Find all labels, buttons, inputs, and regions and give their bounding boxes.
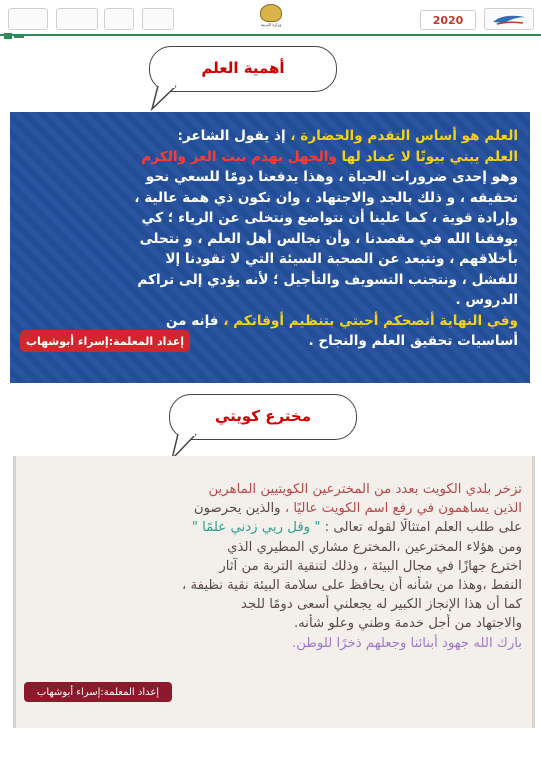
text-line: [24, 595, 522, 614]
crest-emblem-icon: [260, 4, 282, 22]
logo-left-2: [56, 8, 98, 30]
kuwait-crest-logo: [246, 4, 296, 38]
text-line: [24, 208, 518, 229]
text-line: [24, 480, 522, 499]
author-label: إعداد المعلمة:إسراء أبوشهاب: [24, 682, 172, 702]
text-line: [24, 634, 522, 653]
text-segment: تزخر بلدي الكويت بعدد من المخترعين الكويتيين الماهرين: [208, 482, 522, 497]
bubble-tail-icon: [150, 85, 184, 111]
text-segment: تحقيقه ، و ذلك بالجد والاجتهاد ، وان نكون ذي همة عالية ،: [134, 189, 518, 206]
text-segment: والجهل يهدم بيت العز والكرم: [141, 148, 337, 165]
text-line: [24, 147, 518, 168]
year-badge: 2020: [420, 10, 476, 30]
text-segment: النفط ،وهذا من شأنه أن يحافظ على سلامة البيئة نقية نظيفة ،: [181, 578, 522, 594]
text-segment: " وقل ربي زدني علمًا ": [191, 520, 321, 536]
text-segment: وإرادة قوية ، كما علينا أن نتواضع ونتخلى عن الرياء ؛ كي: [141, 210, 518, 226]
page-header: [0, 0, 541, 42]
logo-left-1: [8, 8, 48, 30]
importance-of-science-panel: [10, 112, 530, 383]
bird-logo-icon: [489, 11, 529, 27]
text-segment: بأخلاقهم ، ونتبعد عن الصحبة السيئة التي لا تقودنا إلا: [165, 251, 518, 267]
text-segment: العلم هو أساس التقدم والحضارة ،: [285, 128, 518, 144]
text-line: [24, 167, 518, 188]
text-line: [24, 499, 522, 518]
text-segment: والاجتهاد من أجل خدمة وطني وعلو شأنه.: [293, 616, 522, 632]
text-line: [24, 518, 522, 537]
text-line: [24, 557, 522, 576]
text-line: [24, 188, 518, 209]
header-accent: [4, 33, 12, 39]
text-segment: يوفقنا الله في مقصدنا ، وأن نجالس أهل العلم ، و نتحلى: [139, 230, 518, 247]
text-line: [24, 538, 522, 557]
text-line: [24, 614, 522, 633]
logo-left-3: [104, 8, 134, 30]
text-segment: بارك الله جهود أبنائنا وجعلهم ذخرًا للوطن.: [292, 635, 522, 651]
section-title-inventor: مخترع كويتي: [214, 407, 312, 425]
section-title-importance: أهمية العلم: [201, 59, 285, 77]
text-line: [24, 270, 518, 291]
kuwaiti-inventor-panel: [13, 456, 535, 728]
crest-caption: وزارة التربية: [260, 22, 282, 27]
text-segment: الدروس .: [455, 292, 518, 308]
author-label: إعداد المعلمة:إسراء أبوشهاب: [20, 330, 190, 352]
text-segment: على طلب العلم امتثالًا لقوله تعالى :: [320, 520, 522, 536]
text-line: [24, 229, 518, 250]
text-line: [24, 576, 522, 595]
text-segment: ومن هؤلاء المخترعين ،المخترع مشاري المطيري الذي: [227, 539, 522, 555]
text-segment: وهو إحدى ضرورات الحياة ، وهذا يدفعنا دومًا للسعي نحو: [145, 169, 518, 185]
header-accent: [14, 35, 24, 38]
text-segment: للفشل ، ونتجنب التسويف والتأجيل ؛ لأنه يؤدي إلى تراكم: [137, 271, 518, 288]
text-segment: أساسيات تحقيق العلم والنجاح .: [308, 333, 518, 349]
text-segment: الذين يساهمون في رفع اسم الكويت عاليًا ،: [280, 501, 522, 517]
text-line: [24, 249, 518, 270]
text-segment: والذين يحرصون: [193, 501, 281, 517]
text-line: [24, 311, 518, 332]
text-segment: كما أن هذا الإنجاز الكبير له يجعلني أسعى دومًا للجد: [241, 597, 522, 613]
text-segment: العلم يبني بيوتًا لا عماد لها: [336, 148, 518, 165]
header-divider: [0, 34, 541, 36]
logo-right: [484, 8, 534, 30]
text-line: [24, 126, 518, 147]
text-segment: إذ يقول الشاعر:: [177, 128, 286, 144]
text-line: [24, 290, 518, 311]
inventor-text-block: [24, 480, 522, 653]
text-segment: فإنه من: [165, 312, 219, 329]
logo-left-4: [142, 8, 174, 30]
text-segment: وفي النهاية أنصحكم أحبتي بتنظيم أوقاتكم ،: [218, 312, 518, 329]
text-segment: اخترع جهازًا في مجال البيئة ، وذلك لتنقية التربة من آثار: [219, 558, 522, 574]
importance-text-block: [24, 126, 518, 352]
